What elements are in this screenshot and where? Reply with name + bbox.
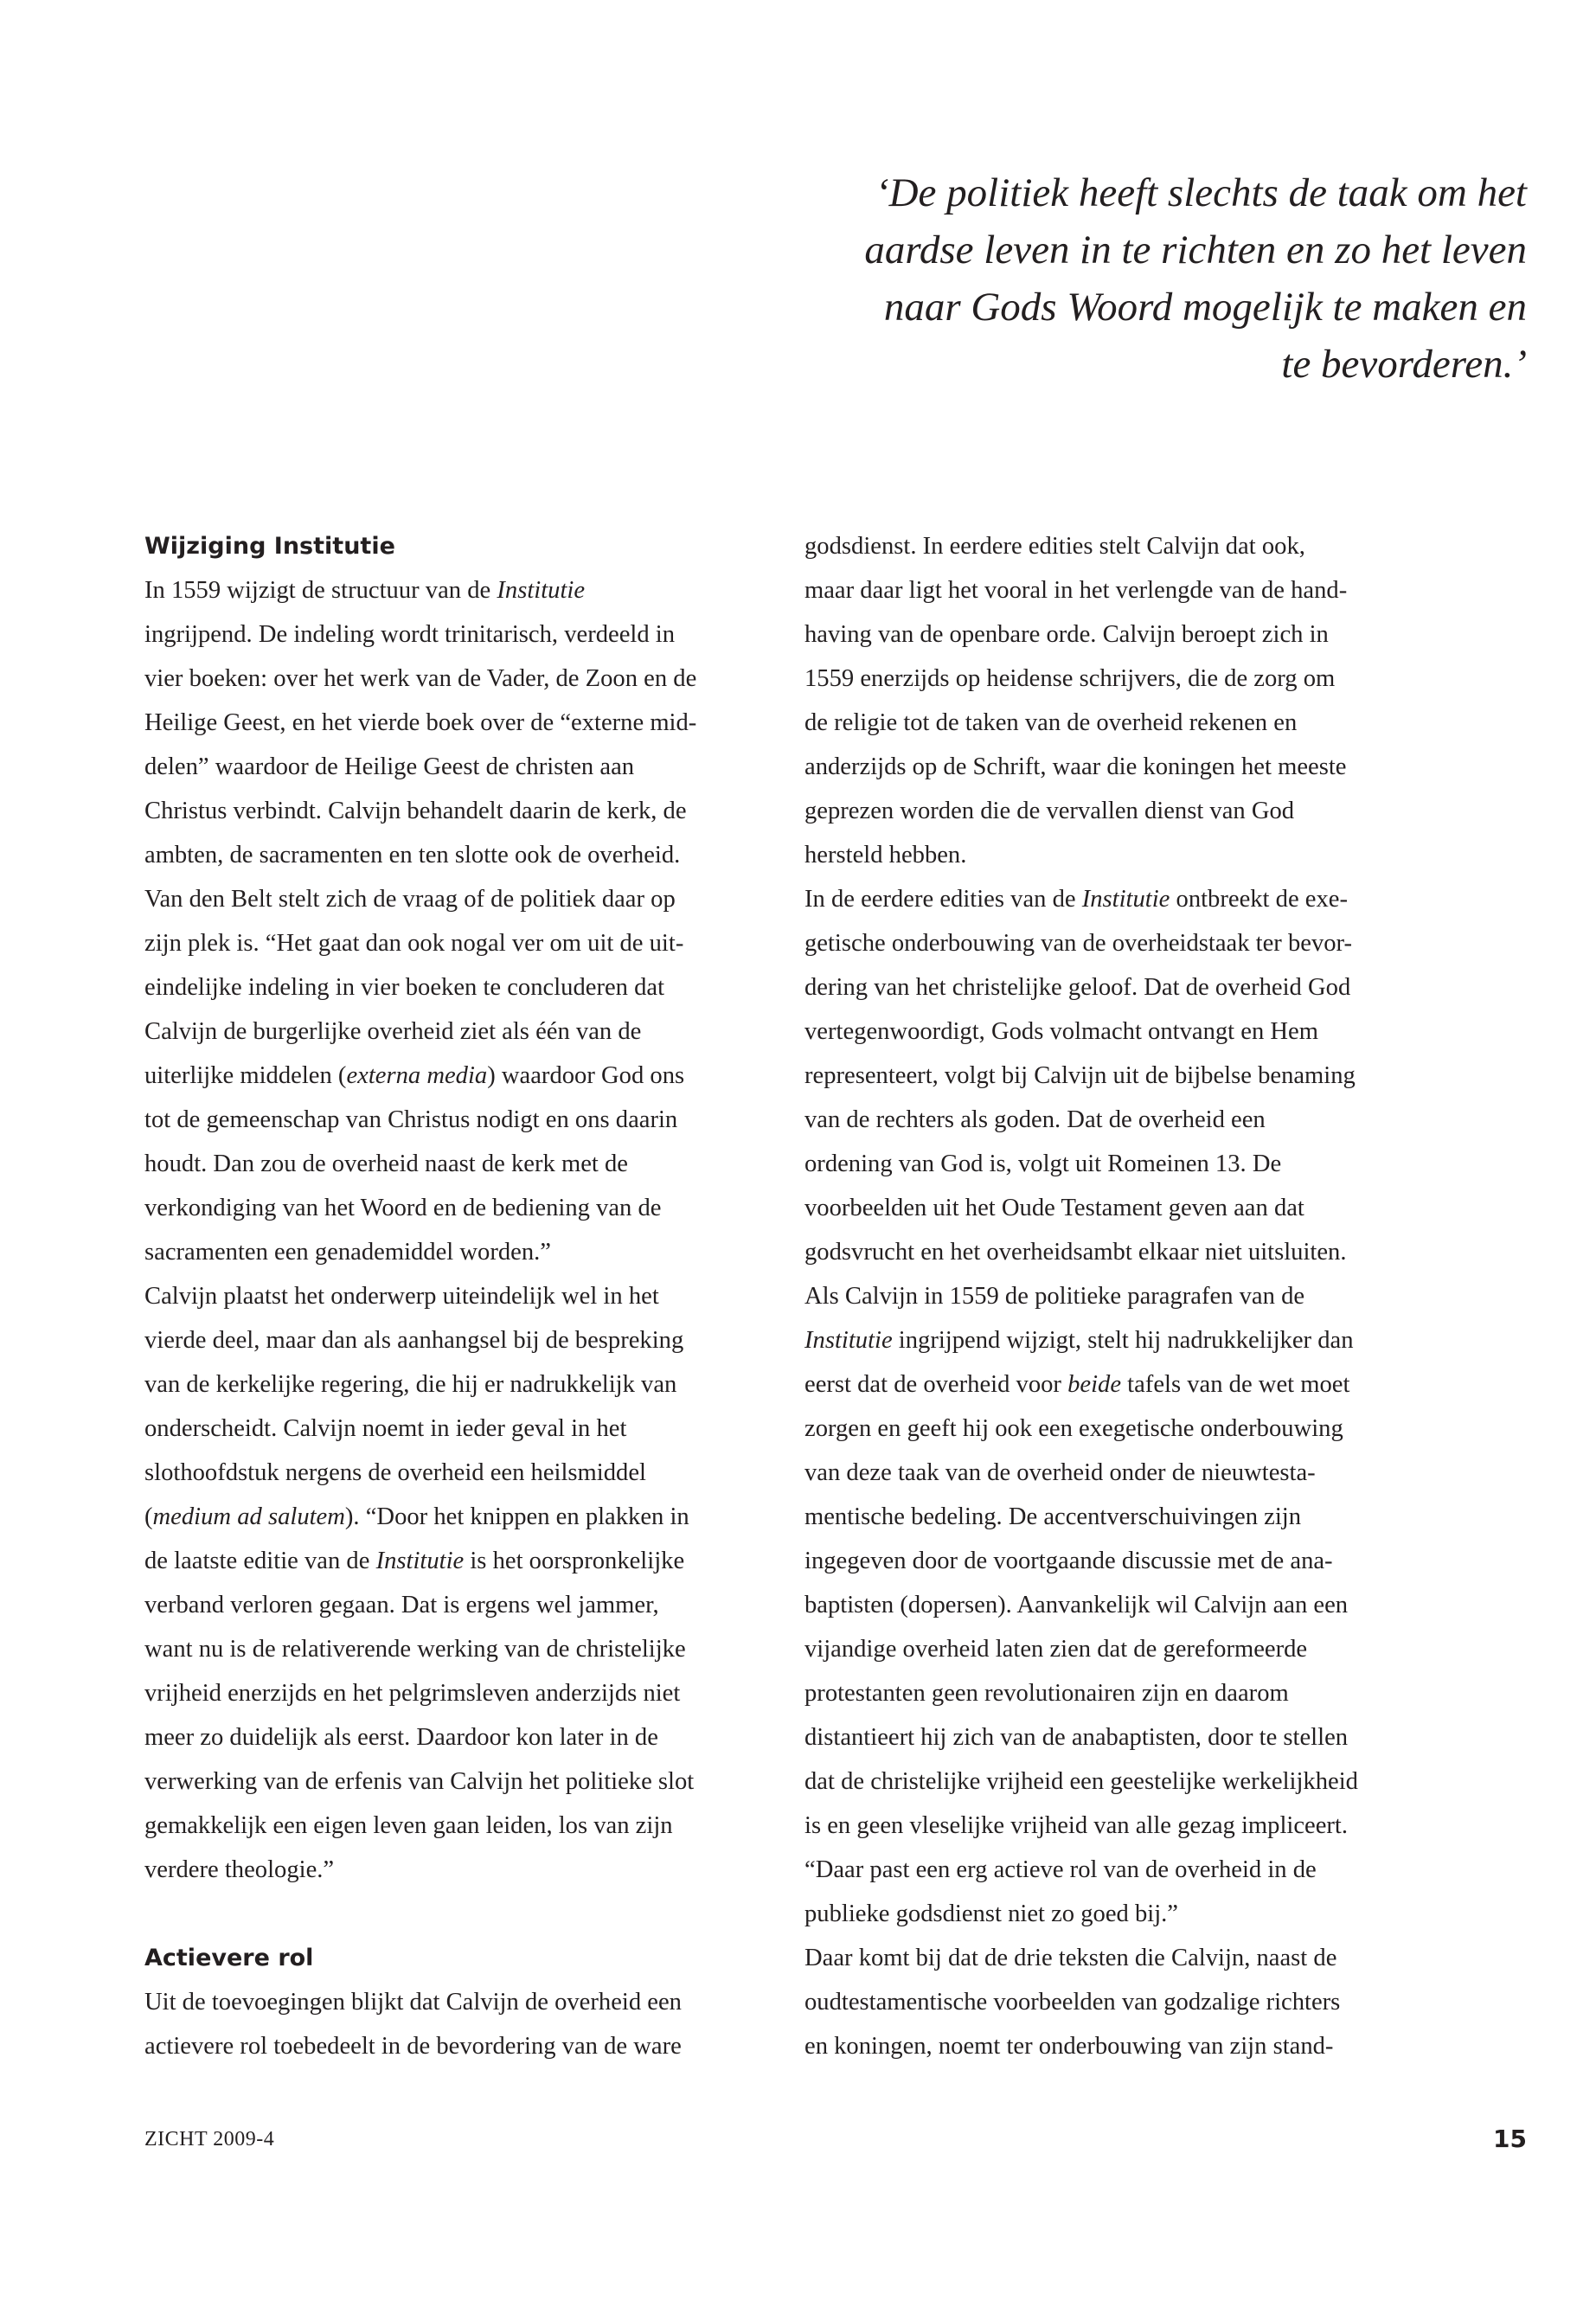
text-line: delen” waardoor de Heilige Geest de christen aan [144, 753, 635, 780]
text-line: godsvrucht en het overheidsambt elkaar niet uitsluiten. [804, 1239, 1347, 1266]
text-line: want nu is de relativerende werking van de christelijke [144, 1636, 686, 1663]
quote-line: ‘De politiek heeft slechts de taak om het [875, 170, 1527, 215]
pull-quote [779, 164, 1527, 393]
journal-issue: ZICHT 2009-4 [144, 2128, 275, 2150]
text-line: verband verloren gegaan. Dat is ergens wel jammer, [144, 1592, 659, 1618]
text-line: vier boeken: over het werk van de Vader, de Zoon en de [144, 665, 697, 692]
quote-line: te bevorderen.’ [1281, 342, 1527, 387]
text-line: vrijheid enerzijds en het pelgrimsleven anderzijds niet [144, 1680, 681, 1707]
text-line: having van de openbare orde. Calvijn beroept zich in [804, 621, 1329, 648]
text-line: geprezen worden die de vervallen dienst van God [804, 798, 1295, 824]
text-line: tot de gemeenschap van Christus nodigt en ons daarin [144, 1106, 678, 1133]
text-line: In de eerdere edities van de Institutie ontbreekt de exe- [804, 886, 1348, 913]
text-line: meer zo duidelijk als eerst. Daardoor kon later in de [144, 1724, 658, 1751]
text-line: dat de christelijke vrijheid een geestelijke werkelijkheid [804, 1768, 1358, 1795]
text-line: getische onderbouwing van de overheidstaak ter bevor- [804, 930, 1353, 957]
text-line: (medium ad salutem). “Door het knippen en plakken in [144, 1503, 689, 1530]
text-line: van de rechters als goden. Dat de overheid een [804, 1106, 1266, 1133]
text-line: hersteld hebben. [804, 842, 967, 868]
text-line: verwerking van de erfenis van Calvijn het politieke slot [144, 1768, 695, 1795]
text-line: voorbeelden uit het Oude Testament geven aan dat [804, 1195, 1304, 1221]
text-line: vijandige overheid laten zien dat de gereformeerde [804, 1636, 1308, 1663]
text-line: eerst dat de overheid voor beide tafels van de wet moet [804, 1371, 1350, 1398]
text-line: Calvijn de burgerlijke overheid ziet als één van de [144, 1018, 642, 1045]
text-line: sacramenten een genademiddel worden.” [144, 1239, 551, 1266]
text-line: en koningen, noemt ter onderbouwing van zijn stand- [804, 2033, 1334, 2060]
page-footer [144, 2125, 1527, 2163]
text-line: verdere theologie.” [144, 1856, 335, 1883]
text-line: Als Calvijn in 1559 de politieke paragrafen van de [804, 1283, 1305, 1310]
text-line: van de kerkelijke regering, die hij er nadrukkelijk van [144, 1371, 677, 1398]
text-line: 1559 enerzijds op heidense schrijvers, die de zorg om [804, 665, 1336, 692]
text-line: baptisten (dopersen). Aanvankelijk wil Calvijn aan een [804, 1592, 1349, 1618]
left-column-body [144, 568, 750, 1892]
page-number: 15 [1493, 2125, 1527, 2153]
text-line: de laatste editie van de Institutie is het oorspronkelijke [144, 1548, 685, 1574]
text-line: protestanten geen revolutionairen zijn en daarom [804, 1680, 1289, 1707]
text-line: slothoofdstuk nergens de overheid een heilsmiddel [144, 1459, 646, 1486]
text-line: eindelijke indeling in vier boeken te concluderen dat [144, 974, 665, 1001]
text-line: ordening van God is, volgt uit Romeinen 13. De [804, 1150, 1282, 1177]
text-line: Institutie ingrijpend wijzigt, stelt hij nadrukkelijker dan [804, 1327, 1354, 1354]
section-heading: Wijziging Institutie [144, 533, 395, 560]
text-line: Van den Belt stelt zich de vraag of de politiek daar op [144, 886, 676, 913]
text-line: Christus verbindt. Calvijn behandelt daarin de kerk, de [144, 798, 687, 824]
text-line: maar daar ligt het vooral in het verlengde van de hand- [804, 577, 1348, 604]
text-line: gemakkelijk een eigen leven gaan leiden, los van zijn [144, 1812, 673, 1839]
text-line: Daar komt bij dat de drie teksten die Calvijn, naast de [804, 1945, 1337, 1971]
text-line: mentische bedeling. De accentverschuivingen zijn [804, 1503, 1302, 1530]
text-line: vierde deel, maar dan als aanhangsel bij de bespreking [144, 1327, 684, 1354]
text-line: houdt. Dan zou de overheid naast de kerk met de [144, 1150, 628, 1177]
text-line: “Daar past een erg actieve rol van de overheid in de [804, 1856, 1317, 1883]
text-line: anderzijds op de Schrift, waar die koningen het meeste [804, 753, 1347, 780]
text-line: de religie tot de taken van de overheid rekenen en [804, 709, 1298, 736]
text-line: is en geen vleselijke vrijheid van alle gezag impliceert. [804, 1812, 1349, 1839]
text-line: publieke godsdienst niet zo goed bij.” [804, 1900, 1178, 1927]
text-line: vertegenwoordigt, Gods volmacht ontvangt en Hem [804, 1018, 1318, 1045]
text-line: Uit de toevoegingen blijkt dat Calvijn de overheid een [144, 1989, 682, 2016]
text-line: ambten, de sacramenten en ten slotte ook de overheid. [144, 842, 681, 868]
text-line: godsdienst. In eerdere edities stelt Calvijn dat ook, [804, 533, 1305, 560]
quote-line: aardse leven in te richten en zo het leven [864, 228, 1527, 272]
text-line: verkondiging van het Woord en de bediening van de [144, 1195, 662, 1221]
text-line: dering van het christelijke geloof. Dat de overheid God [804, 974, 1351, 1001]
text-line: distantieert hij zich van de anabaptisten, door te stellen [804, 1724, 1349, 1751]
right-column-body [804, 524, 1410, 2068]
quote-line: naar Gods Woord mogelijk te maken en [883, 285, 1527, 330]
text-line: zorgen en geeft hij ook een exegetische onderbouwing [804, 1415, 1343, 1442]
text-line: ingegeven door de voortgaande discussie met de ana- [804, 1548, 1333, 1574]
text-line: representeert, volgt bij Calvijn uit de bijbelse benaming [804, 1062, 1356, 1089]
text-line: uiterlijke middelen (externa media) waardoor God ons [144, 1062, 685, 1089]
text-line: actievere rol toebedeelt in de bevordering van de ware [144, 2033, 682, 2060]
right-column [804, 524, 1410, 2068]
text-line: onderscheidt. Calvijn noemt in ieder geval in het [144, 1415, 627, 1442]
text-line: Heilige Geest, en het vierde boek over de “externe mid- [144, 709, 697, 736]
left-column [144, 524, 750, 2068]
text-line: In 1559 wijzigt de structuur van de Institutie [144, 577, 586, 604]
text-line: zijn plek is. “Het gaat dan ook nogal ver om uit de uit- [144, 930, 684, 957]
text-line: oudtestamentische voorbeelden van godzalige richters [804, 1989, 1341, 2016]
left-column-body-2 [144, 1980, 750, 2068]
text-line: ingrijpend. De indeling wordt trinitarisch, verdeeld in [144, 621, 676, 648]
text-line: Calvijn plaatst het onderwerp uiteindelijk wel in het [144, 1283, 659, 1310]
text-line: van deze taak van de overheid onder de nieuwtesta- [804, 1459, 1316, 1486]
section-heading: Actievere rol [144, 1945, 314, 1971]
